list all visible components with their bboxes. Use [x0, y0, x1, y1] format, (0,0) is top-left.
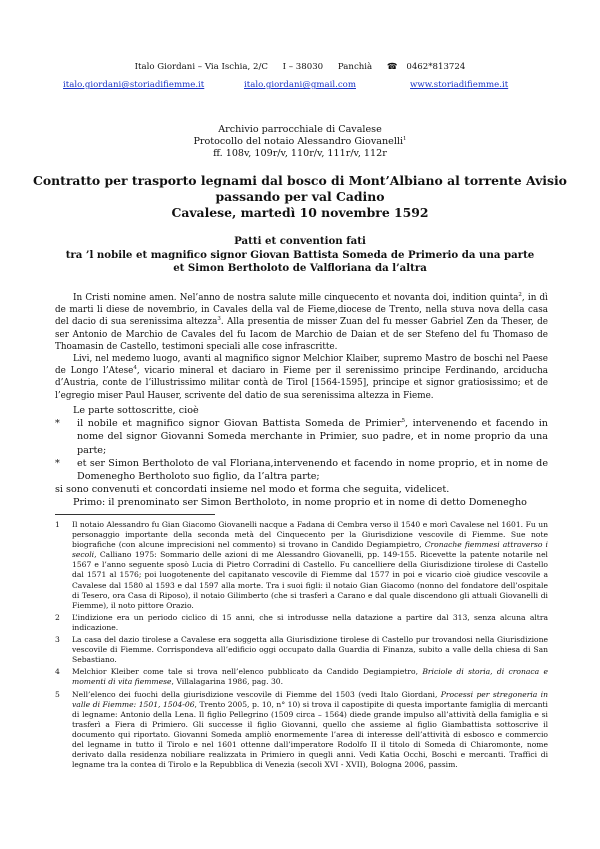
footnote-text: La casa del dazio tirolese a Cavalese era soggetta alla Giurisdizione tirolese di Castello pur trovandosi nella Giurisdizione vescovile di Fiemme. Corrispondeva all’edificio oggi occupato dalla Guardia di Finanza, subito a valle della chiesa di San Sebastiano.	[72, 635, 548, 665]
list-intro: Le parte sottoscritte, cioè	[73, 405, 199, 416]
footnote-number: 2	[55, 612, 60, 622]
footnotes	[55, 520, 548, 772]
agreement-line: si sono convenuti et concordati insieme nel modo et forma che seguita, videlicet.	[55, 484, 450, 496]
footnote-ref-1[interactable]: 1	[403, 135, 407, 142]
footnote-italic-title: Briciole di storia, di cronaca e momenti di vita fiemmese	[72, 667, 548, 687]
footnote	[55, 613, 548, 633]
website-link[interactable]: www.storiadifiemme.it	[410, 80, 509, 90]
document-title	[0, 173, 600, 221]
footnote-ref-2[interactable]: 2	[518, 292, 522, 299]
footnote-text: Melchior Kleiber come tale si trova nell’elenco pubblicato da Candido Degiampietro,	[72, 667, 423, 677]
archive-name: Archivio parrocchiale di Cavalese	[218, 124, 382, 135]
footnote-number: 5	[55, 689, 60, 699]
footnote-italic-title: Processi per stregoneria in valle di Fiemme: 1501, 1504-06	[72, 689, 548, 709]
footnote-divider	[55, 514, 215, 515]
pact-line-3: et Simon Bertholoto de Valfloriana da l’altra	[173, 262, 427, 274]
list-item: * il nobile et magnifico signor Giovan Battista Someda de Primier$^5$, intervenendo et facendo in nome del signor Giovanni Someda merchante in Primier, suo padre, et in nome proprio da una parte;	[55, 418, 548, 456]
archive-folios: ff. 108v, 109r/v, 110r/v, 111r/v, 112r	[213, 148, 387, 159]
footnote-text-rest: , Villalagarina 1986, pag. 30.	[171, 677, 284, 687]
archive-protocol: Protocollo del notaio Alessandro Giovanelli$^1$	[193, 135, 407, 147]
paragraph-1: In Cristi nomine amen. Nel’anno de nostra salute mille cinquecento et novanta doi, indition quinta$^2$, in dì de marti li diese de novembrio, in Cavales della val de Fieme,diocese de Trento, nella stuva nova della casa del dacio di sua serenissima altezza$^3$. Alla presentia de misser Zuan del fu messer Gabriel Zen da Theser, de ser Antonio de Marchio de Cavales del fu Iacom de Marchio de Daian et de ser Stefeno del fu Thomaso de Thoamasin de Castello, testimoni speciali alle cose infrascritte.	[55, 292, 548, 352]
town: Panchià	[337, 62, 373, 72]
pact-heading	[0, 235, 600, 276]
list-item: * et ser Simon Bertholoto de val Floriana,intervenendo et facendo in nome proprio, et in nome de Domenegho Bertholoto suo figlio, da l’altra parte;	[55, 457, 548, 483]
title-line-1: Contratto per trasporto legnami dal bosco di Mont’Albiano al torrente Avisio	[33, 173, 567, 188]
phone-icon: ☎	[386, 62, 398, 72]
footnote-ref-4[interactable]: 4	[133, 365, 137, 372]
title-date: Cavalese, martedì 10 novembre 1592	[171, 205, 429, 220]
parties-list	[55, 404, 548, 510]
footnote-text-rest: , Trento 2005, p. 10, n° 10) si trova il capostipite di questa importante famiglia di mercanti di legname: Antonio della Lena. Il figlio Pellegrino (1509 circa – 1564) diede grande impulso all’attività della famiglia e si trasferì a Fiera di Primiero. Gli successe il figlio Giovanni, quello che assieme al figlio Giambattista sottoscrive il documento qui riportato. Giovanni Someda ampliò enormemente l’area di interesse dell’attività di esbosco e commercio del legname in tutto il Tirolo e nel 1601 ottenne dall’imperatore Rodolfo II il titolo di Someda di Chiaromonte, nome derivato dalla residenza nobiliare realizzata in Primiero in quegli anni. Vedi Katia Occhi, Boschi e mercanti. Traffici di legname tra la contea di Tirolo e la Repubblica di Venezia (secoli XVI - XVII), Bologna 2006, passim.	[72, 699, 548, 770]
pact-line-2: tra ’l nobile et magnifico signor Giovan Battista Someda de Primerio da una parte	[65, 248, 535, 261]
footnote-text-rest: , Calliano 1975: Sommario delle azioni di me Alessandro Giovanelli, pp. 149-155. Ricevette la patente notarile nel 1567 e l’anno seguente sposò Lucia di Pietro Corradini di Castello. Fu cancelliere della Giurisdizione tirolese di Castello dal 1571 al 1576; poi luogotenente del capitanato vescovile di Fiemme dal 1577 in poi e vicario cioè giudice vescovile a Cavalese dal 1580 al 1593 e dal 1597 alla morte. Tra i suoi figli: il notaio Gian Giacomo (nonno del fondatore dell’ospitale di Tesero, ora Casa di Riposo), il notaio Gilimberto (che si trasferì a Carano e dal quale discendono gli attuali Giovanelli di Fiemme), il noto pittore Orazio.	[72, 550, 548, 610]
bullet-asterisk: *	[55, 418, 60, 430]
title-line-2: passando per val Cadino	[215, 189, 385, 204]
pact-line-1: Patti et convention fati	[234, 235, 366, 247]
primo-line: Primo: il prenominato ser Simon Bertholoto, in nome proprio et in nome di detto Domenegho	[73, 497, 527, 509]
body-text	[55, 292, 548, 402]
footnote-italic-title: Cronache fiemmesi attraverso i secoli	[72, 540, 548, 560]
footnote-text: L’indizione era un periodo ciclico di 15 anni, che si introdusse nella datazione a partire dal 313, senza alcuna altra indicazione.	[72, 612, 548, 632]
footnote-ref-5[interactable]: 5	[401, 418, 405, 425]
footnote	[55, 635, 548, 665]
footnote	[55, 667, 548, 687]
address: Italo Giordani – Via Ischia, 2/C	[134, 62, 268, 72]
footnote	[55, 520, 548, 611]
footnote-text: Nell’elenco dei fuochi della giurisdizione vescovile di Fiemme del 1503 (vedi Italo Giordani,	[72, 689, 441, 699]
email-link-storiadifiemme[interactable]: italo.giordani@storiadifiemme.it	[63, 80, 205, 90]
footnote-text: Il notaio Alessandro fu Gian Giacomo Giovanelli nacque a Fadana di Cembra verso il 1540 e morì Cavalese nel 1601. Fu un personaggio importante della seconda metà del Cinquecento per la Giurisdizione vescovile di Fiemme. Sue note biografiche (con alcune imprecisioni nel commento) si trovano in Candido Degiampietro,	[72, 520, 548, 550]
paragraph-2: Livi, nel medemo luogo, avanti al magnifico signor Melchior Klaiber, supremo Mastro de boschi nel Paese de Longo l’Atese$^4$, vicario mineral et daciaro in Fieme per il serenissimo principe Ferdinando, arciducha d’Austria, conte de l’illustrissimo militar contà de Tirol [1564-1595], principe et signor gratiosissimo; et de l’egregio miser Paul Hauser, scrivente del datio de sua serenissima altezza in Fieme.	[55, 354, 548, 401]
archive-reference	[0, 124, 600, 160]
bullet-asterisk: *	[55, 457, 60, 469]
letterhead	[0, 62, 600, 72]
footnote-number: 1	[55, 520, 60, 529]
email-link-gmail[interactable]: italo.giordani@gmail.com	[244, 80, 356, 90]
footnote-number: 3	[55, 635, 60, 645]
postcode: I – 38030	[282, 62, 324, 72]
footnote-ref-3[interactable]: 3	[217, 316, 221, 323]
footnote-number: 4	[55, 667, 60, 677]
footnote	[55, 690, 548, 771]
phone-number: 0462*813724	[406, 62, 466, 72]
